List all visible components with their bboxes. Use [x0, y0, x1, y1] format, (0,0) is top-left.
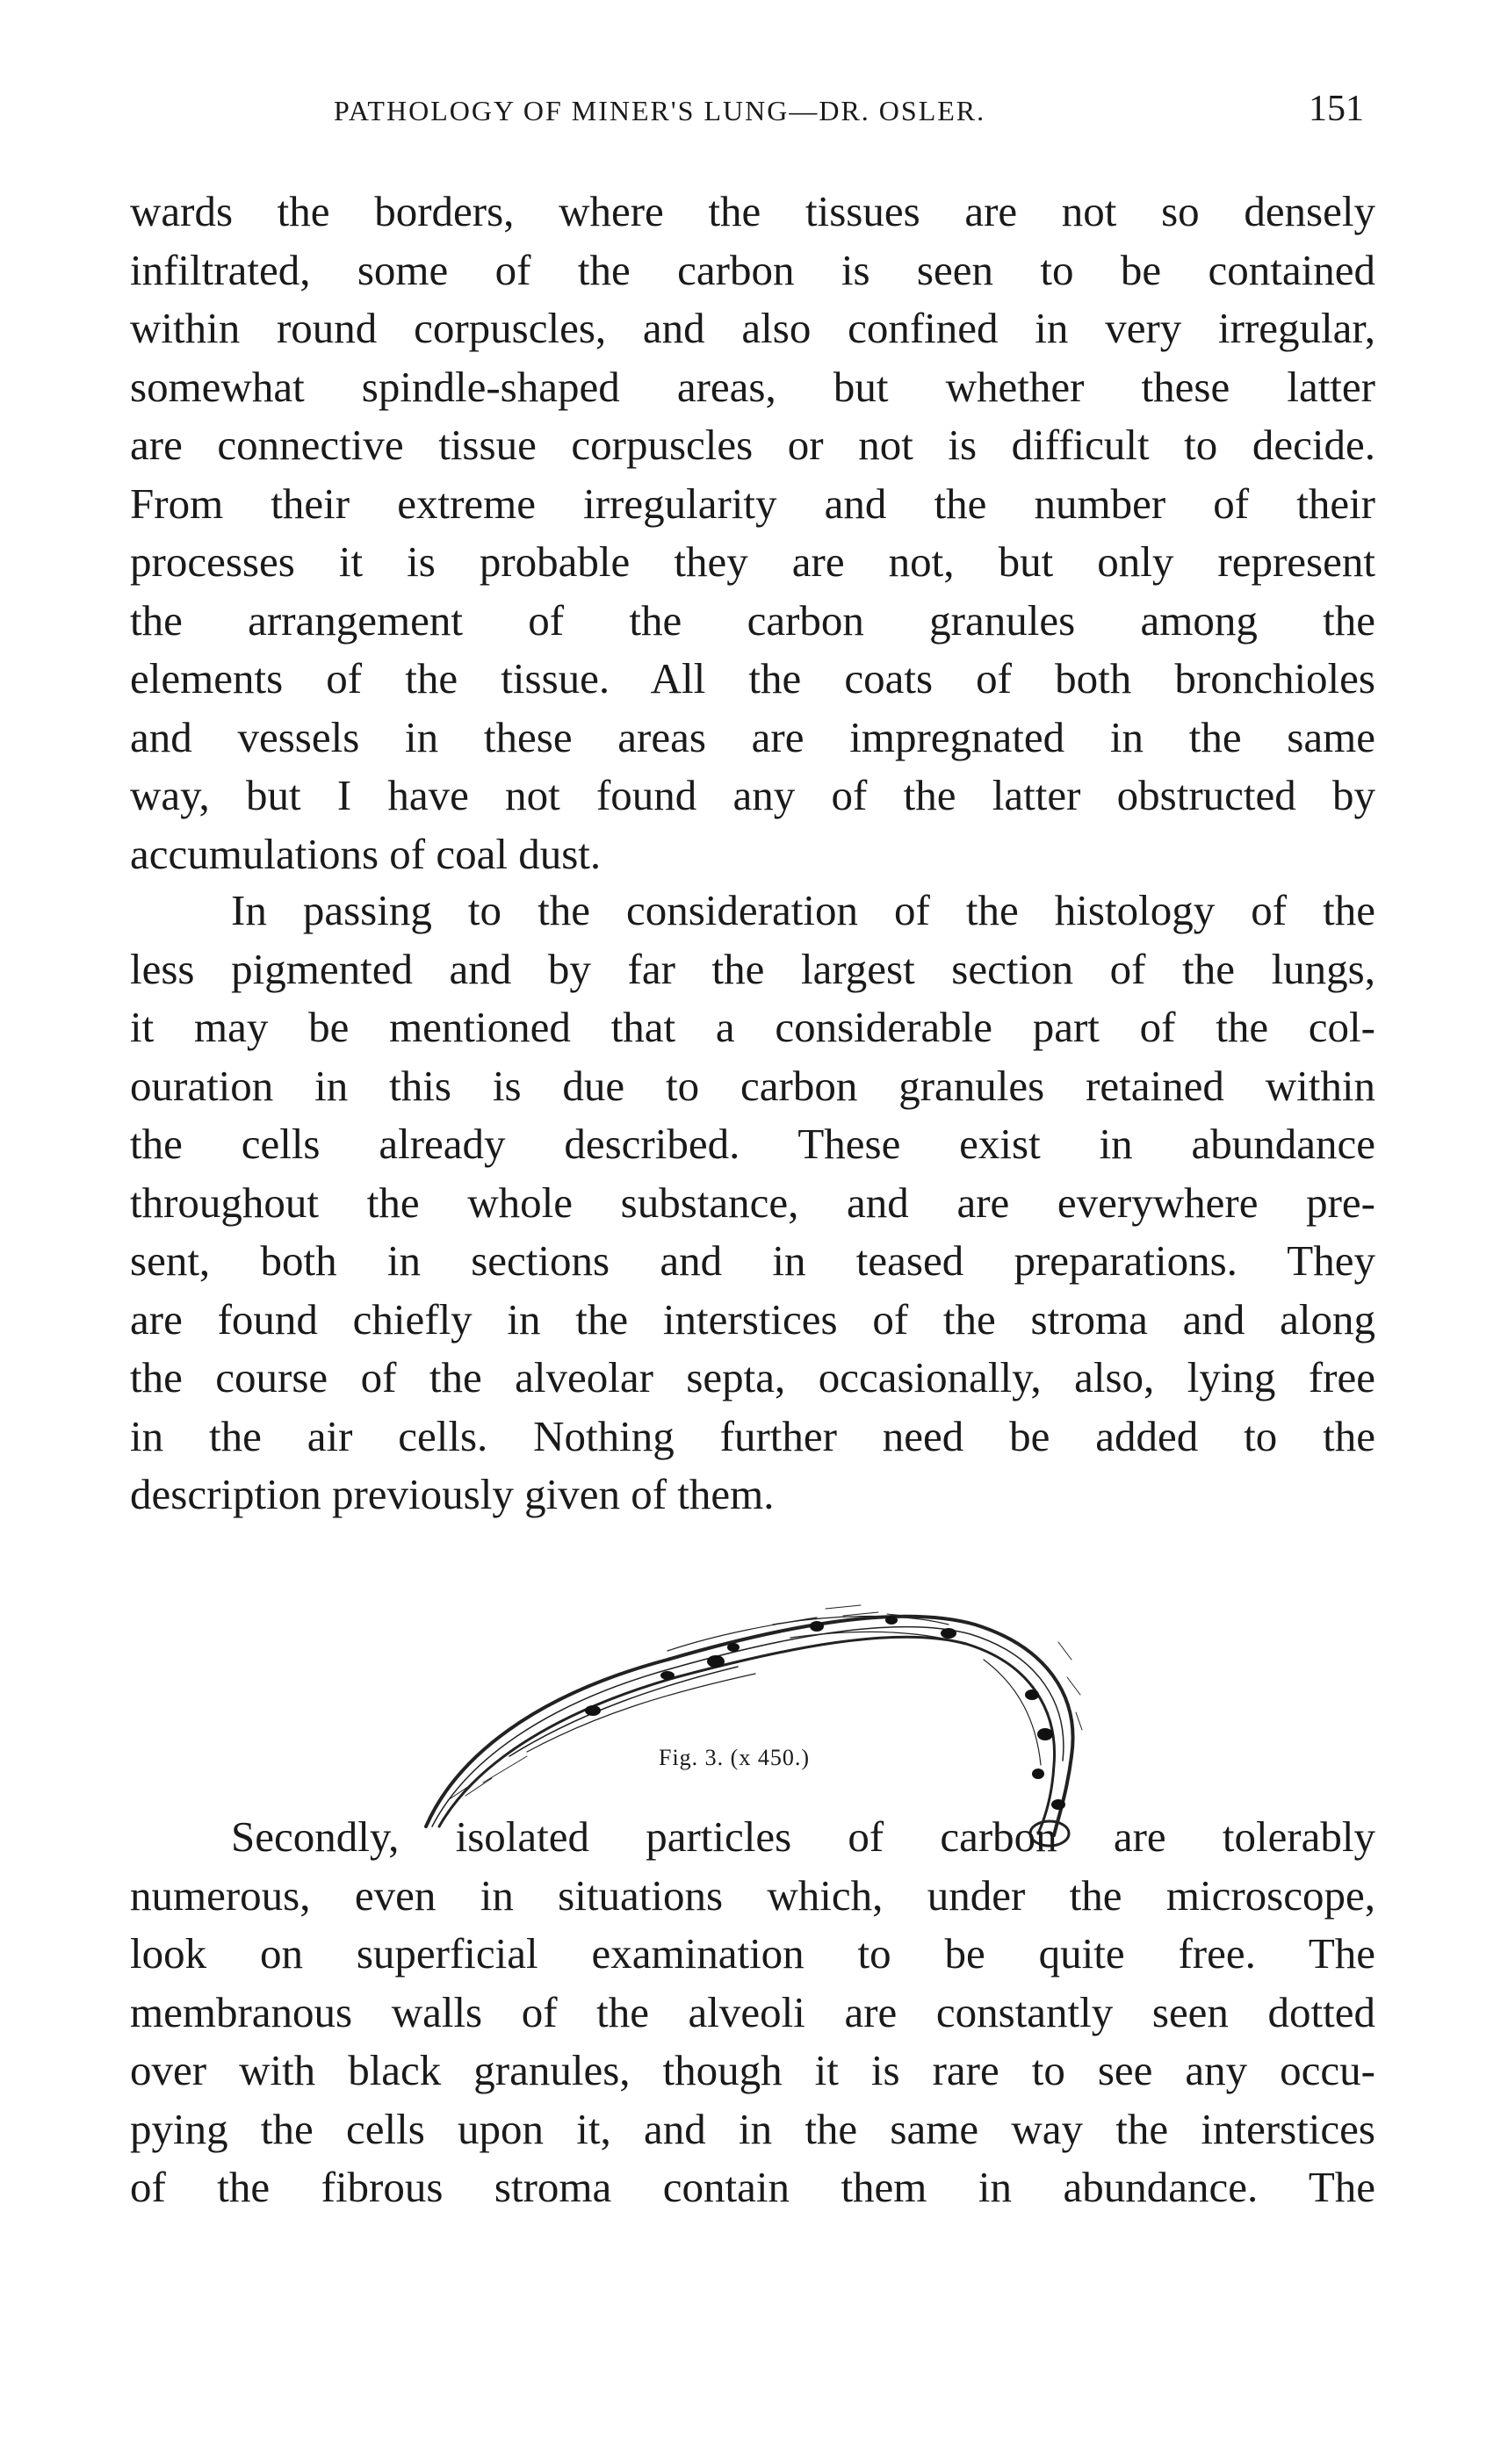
- text-line: over with black granules, though it is rare to see any occu-: [130, 2046, 1375, 2094]
- text-line: way, but I have not found any of the latter obstructed by: [130, 771, 1375, 819]
- text-line: it may be mentioned that a considerable part of the col-: [130, 1003, 1375, 1051]
- text-line: less pigmented and by far the largest section of the lungs,: [130, 944, 1375, 993]
- text-line: of the fibrous stroma contain them in abundance. The: [130, 2163, 1375, 2211]
- text-line: infiltrated, some of the carbon is seen to be contained: [130, 245, 1375, 294]
- text-line: throughout the whole substance, and are everywhere pre-: [130, 1178, 1375, 1227]
- text-line: description previously given of them.: [130, 1470, 775, 1518]
- text-line: somewhat spindle-shaped areas, but whether these latter: [130, 362, 1375, 411]
- text-line: within round corpuscles, and also confined in very irregular,: [130, 304, 1375, 352]
- paragraph-continuation: [130, 183, 1375, 883]
- text-line: processes it is probable they are not, but only represent: [130, 537, 1375, 586]
- figure-caption: Fig. 3. (x 450.): [659, 1745, 810, 1770]
- paragraph-secondly: [130, 1808, 1375, 2217]
- running-title: PATHOLOGY OF MINER'S LUNG—DR. OSLER.: [334, 95, 986, 126]
- text-line: accumulations of coal dust.: [130, 829, 602, 878]
- text-line: elements of the tissue. All the coats of both bronchioles: [130, 654, 1375, 702]
- text-line: Secondly, isolated particles of carbon are tolerably: [231, 1812, 1375, 1861]
- paragraph-histology: [130, 882, 1375, 1524]
- text-line: In passing to the consideration of the histology of the: [231, 886, 1375, 934]
- text-line: wards the borders, where the tissues are not so densely: [130, 187, 1375, 235]
- text-line: numerous, even in situations which, under the microscope,: [130, 1870, 1375, 1920]
- text-line: ouration in this is due to carbon granules retained within: [130, 1061, 1375, 1110]
- text-line: pying the cells upon it, and in the same way the interstices: [130, 2104, 1375, 2153]
- text-line: look on superficial examination to be quite free. The: [130, 1929, 1375, 1978]
- text-line: sent, both in sections and in teased preparations. They: [130, 1236, 1375, 1285]
- text-line: From their extreme irregularity and the number of their: [130, 479, 1375, 528]
- text-line: membranous walls of the alveoli are constantly seen dotted: [130, 1987, 1375, 2036]
- text-line: are found chiefly in the interstices of the stroma and along: [130, 1294, 1375, 1344]
- page-number: 151: [1309, 89, 1364, 129]
- text-line: are connective tissue corpuscles or not is difficult to decide.: [130, 421, 1375, 469]
- text-line: in the air cells. Nothing further need be added to the: [130, 1411, 1375, 1460]
- text-line: the course of the alveolar septa, occasionally, also, lying free: [130, 1353, 1375, 1401]
- text-line: the cells already described. These exist in abundance: [130, 1120, 1375, 1168]
- text-line: the arrangement of the carbon granules among the: [130, 595, 1375, 645]
- text-line: and vessels in these areas are impregnated in the same: [130, 712, 1375, 761]
